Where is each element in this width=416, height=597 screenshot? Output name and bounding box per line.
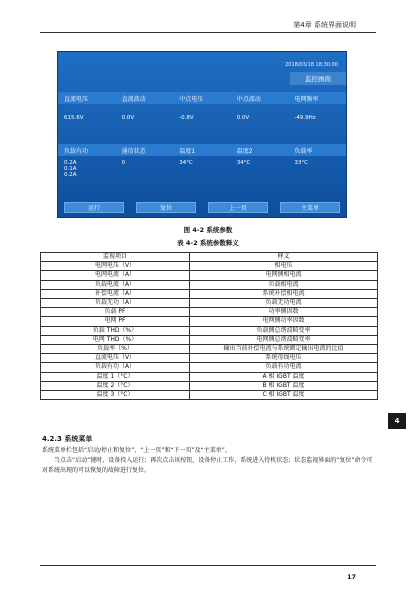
table-cell-meaning: 电网侧总谐波畸变率: [190, 335, 378, 344]
table-row: [41, 289, 378, 298]
table-cell-item: 负载 THD（%）: [41, 326, 190, 335]
table-cell-item: 负载率（%）: [41, 345, 190, 354]
table-row: [41, 345, 378, 354]
header-comm-status: 通信状态: [121, 147, 146, 155]
screen-row1-headers: [58, 92, 346, 104]
header-midpoint-voltage: 中点电压: [179, 95, 204, 103]
table-row: [41, 372, 378, 381]
header-dc-voltage: 直流电压: [64, 95, 89, 103]
table-caption: 表 4-2 系统参数释义: [177, 239, 239, 247]
prev-page-button[interactable]: 上一页: [208, 202, 268, 213]
section-title: 4.2.3 系统菜单: [42, 435, 93, 443]
table-cell-meaning: 相电压: [190, 262, 378, 271]
table-row: [41, 299, 378, 308]
value-midpoint-voltage: -0.8V: [179, 115, 194, 121]
table-row: [41, 354, 378, 363]
screen-row2-values: [58, 160, 346, 178]
table-cell-meaning: 系统母线电压: [190, 354, 378, 363]
value-current-3: 0.2A: [64, 172, 77, 178]
table-cell-meaning: 负载相电流: [190, 280, 378, 289]
table-cell-item: 电网电流（A）: [41, 271, 190, 280]
header-load-rate: 负载率: [294, 147, 313, 155]
table-cell-item: 温度 1（°C）: [41, 372, 190, 381]
table-cell-item: 直流电压（V）: [41, 354, 190, 363]
monitor-screen-figure: [57, 51, 347, 218]
table-cell-item: 补偿电流（A）: [41, 289, 190, 298]
header-dc-ripple: 直流波动: [121, 95, 146, 103]
table-cell-meaning: B 相 IGBT 温度: [190, 381, 378, 390]
table-row: [41, 262, 378, 271]
header-midpoint-ripple: 中点波动: [236, 95, 261, 103]
table-row: [41, 271, 378, 280]
table-row: [41, 335, 378, 344]
table-cell-meaning: 负载有功电流: [190, 363, 378, 372]
value-current-2: 0.1A: [64, 166, 77, 172]
table-cell-meaning: 负载侧总谐波畸变率: [190, 326, 378, 335]
table-cell-meaning: 负载无功电流: [190, 299, 378, 308]
table-cell-item: 温度 3（°C）: [41, 391, 190, 400]
parameter-table-body: [41, 253, 378, 400]
table-header-row: [41, 253, 378, 262]
table-header-item: 监视项目: [41, 253, 190, 262]
table-row: [41, 391, 378, 400]
value-temp1: 34°C: [179, 160, 193, 166]
table-row: [41, 308, 378, 317]
run-button[interactable]: 运行: [64, 202, 124, 213]
table-cell-meaning: C 相 IGBT 温度: [190, 391, 378, 400]
value-current-1: 0.2A: [64, 160, 77, 166]
table-cell-item: 负载有功（A）: [41, 363, 190, 372]
table-cell-item: 负载电流（A）: [41, 280, 190, 289]
table-cell-item: 温度 2（°C）: [41, 381, 190, 390]
chapter-side-tab: 4: [388, 413, 406, 429]
value-dc-voltage: 615.6V: [64, 115, 84, 121]
screen-datetime: 2018/03/18 18:30:00: [285, 62, 338, 68]
table-cell-meaning: 功率侧因数: [190, 308, 378, 317]
screen-row1-values: [58, 112, 346, 124]
main-menu-button[interactable]: 主菜单: [280, 202, 340, 213]
reset-button[interactable]: 复位: [136, 202, 196, 213]
table-row: [41, 280, 378, 289]
parameter-table: [40, 252, 378, 400]
table-cell-item: 负载 PF: [41, 308, 190, 317]
table-cell-item: 电网 THD（%）: [41, 335, 190, 344]
screen-title: 监控画面: [290, 72, 346, 85]
value-dc-ripple: 0.0V: [121, 115, 135, 121]
section-paragraph-1: 系统菜单栏包括“启动/停止和复位”、“上一页”和“下一页”及“主菜单”。: [42, 447, 231, 454]
header-temp2: 温度2: [236, 147, 253, 155]
table-row: [41, 363, 378, 372]
page-number: 17: [346, 573, 356, 581]
table-cell-meaning: 系统补偿相电流: [190, 289, 378, 298]
header-temp1: 温度1: [179, 147, 196, 155]
table-header-meaning: 释义: [190, 253, 378, 262]
screen-button-bar: [58, 202, 346, 213]
value-load-currents: [58, 160, 116, 178]
value-comm-status: 0: [121, 160, 126, 166]
table-cell-item: 电网 PF: [41, 317, 190, 326]
figure-caption: 图 4-2 系统参数: [183, 226, 233, 234]
header-grid-frequency: 电网频率: [294, 95, 319, 103]
table-cell-item: 负载无功（A）: [41, 299, 190, 308]
table-row: [41, 381, 378, 390]
value-temp3: 33°C: [294, 160, 308, 166]
table-row: [41, 317, 378, 326]
table-cell-meaning: 电网侧相电流: [190, 271, 378, 280]
table-cell-item: 电网电压（V）: [41, 262, 190, 271]
footer-divider: [40, 565, 376, 566]
screen-row2-headers: [58, 144, 346, 156]
value-grid-frequency: -49.9Hz: [294, 115, 316, 121]
table-row: [41, 326, 378, 335]
value-midpoint-ripple: 0.0V: [236, 115, 250, 121]
chapter-header: 第4章 系统界面说明: [293, 21, 356, 29]
header-divider: [40, 32, 376, 33]
table-cell-meaning: A 相 IGBT 温度: [190, 372, 378, 381]
value-temp2: 34°C: [236, 160, 251, 166]
table-cell-meaning: 输出当前补偿电流与系统额定输出电流的比值: [190, 345, 378, 354]
header-load-active: 负载有功: [64, 147, 89, 155]
section-paragraph-2: 当点击“启动”键时，设备投入运行；再次点击该按钮，设备停止工作，系统进入待机状态；状态监视界面的“复位”命令可对系统出现的可以恢复的故障进行复位。: [42, 457, 373, 474]
table-cell-meaning: 电网侧功率因数: [190, 317, 378, 326]
